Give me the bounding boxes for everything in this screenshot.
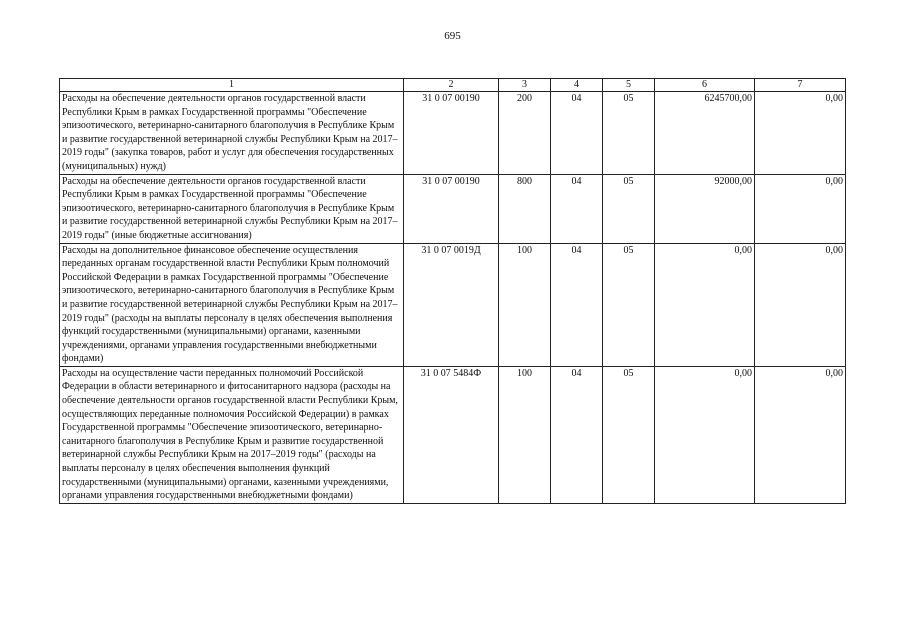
expense-type: 100 bbox=[499, 243, 551, 366]
row-description: Расходы на дополнительное финансовое обеспечение осуществления переданных органам государственной власти Республики Крым полномочий Российской Федерации в рамках Государственной программы "Обеспечение эпизоотического, ветеринарно-санитарного благополучия в Республике Крым и развитие государственной ветеринарной службы Республики Крым на 2017–2019 годы" (расходы на выплаты персоналу в целях обеспечения выполнения функций государственными (муниципальными) органами, казенными учреждениями, органами управления государственными внебюджетными фондами) bbox=[60, 243, 404, 366]
section-code: 04 bbox=[551, 243, 603, 366]
header-cell: 2 bbox=[404, 79, 499, 92]
section-code: 04 bbox=[551, 366, 603, 503]
header-cell: 4 bbox=[551, 79, 603, 92]
amount-col7: 0,00 bbox=[755, 174, 846, 243]
target-code: 31 0 07 5484Ф bbox=[404, 366, 499, 503]
subsection-code: 05 bbox=[603, 243, 655, 366]
amount-col6: 6245700,00 bbox=[655, 92, 755, 175]
header-cell: 5 bbox=[603, 79, 655, 92]
amount-col6: 0,00 bbox=[655, 243, 755, 366]
header-row bbox=[60, 79, 846, 92]
table-row bbox=[60, 243, 846, 366]
header-cell: 7 bbox=[755, 79, 846, 92]
table-row bbox=[60, 174, 846, 243]
expense-type: 100 bbox=[499, 366, 551, 503]
expense-type: 200 bbox=[499, 92, 551, 175]
row-description: Расходы на обеспечение деятельности органов государственной власти Республики Крым в рамках Государственной программы "Обеспечение эпизоотического, ветеринарно-санитарного благополучия в Республике Крым и развитие государственной ветеринарной службы Республики Крым на 2017–2019 годы" (иные бюджетные ассигнования) bbox=[60, 174, 404, 243]
row-description: Расходы на обеспечение деятельности органов государственной власти Республики Крым в рамках Государственной программы "Обеспечение эпизоотического, ветеринарно-санитарного благополучия в Республике Крым и развитие государственной ветеринарной службы Республики Крым на 2017–2019 годы" (закупка товаров, работ и услуг для обеспечения государственных (муниципальных) нужд) bbox=[60, 92, 404, 175]
subsection-code: 05 bbox=[603, 92, 655, 175]
target-code: 31 0 07 00190 bbox=[404, 92, 499, 175]
row-description: Расходы на осуществление части переданных полномочий Российской Федерации в области ветеринарного и фитосанитарного надзора (расходы на обеспечение деятельности органов государственной власти Республики Крым, осуществляющих переданные полномочия Российской Федерации) в рамках Государственной программы "Обеспечение эпизоотического, ветеринарно-санитарного благополучия в Республике Крым и развитие государственной ветеринарной службы Республики Крым на 2017–2019 годы" (расходы на выплаты персоналу в целях обеспечения выполнения функций государственными (муниципальными) органами, казенными учреждениями, органами управления государственными внебюджетными фондами) bbox=[60, 366, 404, 503]
section-code: 04 bbox=[551, 92, 603, 175]
amount-col6: 92000,00 bbox=[655, 174, 755, 243]
amount-col7: 0,00 bbox=[755, 243, 846, 366]
expense-type: 800 bbox=[499, 174, 551, 243]
subsection-code: 05 bbox=[603, 366, 655, 503]
subsection-code: 05 bbox=[603, 174, 655, 243]
amount-col7: 0,00 bbox=[755, 92, 846, 175]
target-code: 31 0 07 00190 bbox=[404, 174, 499, 243]
table-row bbox=[60, 92, 846, 175]
amount-col6: 0,00 bbox=[655, 366, 755, 503]
target-code: 31 0 07 0019Д bbox=[404, 243, 499, 366]
budget-table bbox=[59, 78, 846, 504]
header-cell: 6 bbox=[655, 79, 755, 92]
page-number: 695 bbox=[444, 30, 461, 42]
amount-col7: 0,00 bbox=[755, 366, 846, 503]
header-cell: 1 bbox=[60, 79, 404, 92]
table-row bbox=[60, 366, 846, 503]
header-cell: 3 bbox=[499, 79, 551, 92]
section-code: 04 bbox=[551, 174, 603, 243]
